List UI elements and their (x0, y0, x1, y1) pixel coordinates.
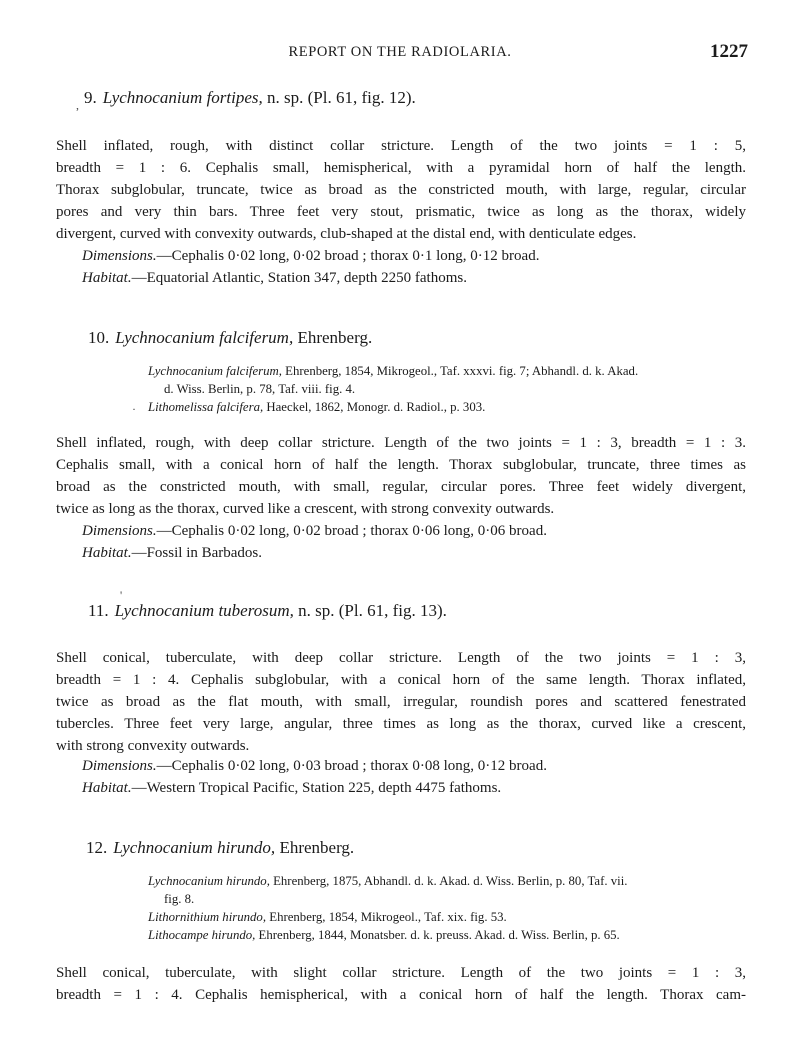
synonymy-list (148, 872, 748, 944)
description-paragraph (56, 432, 746, 520)
text-line: pores and very thin bars. Three feet very stout, prismatic, twice as long as the thorax, widely (56, 204, 746, 220)
synonym-name: Lychnocanium hirundo, (148, 874, 270, 888)
species-heading (86, 838, 354, 858)
stray-mark: ' (120, 588, 123, 602)
habitat-label: Habitat. (82, 270, 132, 286)
dimensions-value: —Cephalis 0·02 long, 0·03 broad ; thorax 0·08 long, 0·12 broad. (156, 758, 547, 774)
text-line: Shell inflated, rough, with deep collar stricture. Length of the two joints = 1 : 3, breadth = 1 : 3. (56, 435, 746, 451)
species-heading (88, 601, 447, 621)
synonym-reference: Ehrenberg, 1854, Mikrogeol., Taf. xxxvi. fig. 7; Abhandl. d. k. Akad. (281, 364, 639, 378)
text-line: Cephalis small, with a conical horn of half the length. Thorax subglobular, truncate, three times as (56, 457, 746, 473)
synonym-entry (148, 398, 748, 416)
text-line: twice as broad as the flat mouth, with small, irregular, roundish pores and scattered fenestrated (56, 694, 746, 710)
text-line: tubercles. Three feet very large, angular, three times as long as the thorax, curved like a crescent, (56, 716, 746, 732)
synonym-entry (148, 926, 748, 944)
dimensions-line (82, 755, 742, 777)
text-line: twice as long as the thorax, curved like a crescent, with strong convexity outwards. (56, 501, 555, 517)
dimensions-line (82, 245, 742, 267)
stray-mark: , (76, 98, 79, 112)
species-name: Lychnocanium hirundo, (113, 838, 276, 857)
synonym-reference: Haeckel, 1862, Monogr. d. Radiol., p. 303. (263, 400, 486, 414)
description-paragraph (56, 135, 746, 245)
text-line: Shell conical, tuberculate, with deep collar stricture. Length of the two joints = 1 : 3, (56, 650, 746, 666)
species-heading (84, 88, 416, 108)
dimensions-label: Dimensions. (82, 758, 157, 774)
synonym-name: Lithornithium hirundo, (148, 910, 267, 924)
synonym-continuation: d. Wiss. Berlin, p. 78, Taf. viii. fig. 4. (164, 382, 356, 396)
species-authority: n. sp. (Pl. 61, fig. 13). (293, 601, 447, 620)
species-authority: Ehrenberg. (293, 328, 373, 347)
habitat-value: —Equatorial Atlantic, Station 347, depth 2250 fathoms. (131, 270, 467, 286)
synonym-name: Lithomelissa falcifera, (148, 400, 264, 414)
text-line: Shell inflated, rough, with distinct collar stricture. Length of the two joints = 1 : 5, (56, 138, 746, 154)
text-line: broad as the constricted mouth, with small, regular, circular pores. Three feet widely divergent, (56, 479, 746, 495)
page-number: 1227 (710, 41, 748, 62)
text-line: Thorax subglobular, truncate, twice as broad as the constricted mouth, with large, regular, circular (56, 182, 746, 198)
text-line: divergent, curved with convexity outwards, club-shaped at the distal end, with denticulate edges. (56, 226, 637, 242)
habitat-line (82, 267, 742, 289)
species-number: 12. (86, 838, 108, 857)
synonym-continuation: fig. 8. (164, 892, 195, 906)
text-line: breadth = 1 : 4. Cephalis subglobular, with a conical horn of the same length. Thorax inflated, (56, 672, 746, 688)
species-authority: n. sp. (Pl. 61, fig. 12). (262, 88, 416, 107)
species-name: Lychnocanium falciferum, (115, 328, 294, 347)
synonymy-list (148, 362, 748, 416)
species-number: 10. (88, 328, 110, 347)
running-title: REPORT ON THE RADIOLARIA. (288, 44, 512, 60)
habitat-label: Habitat. (82, 545, 132, 561)
species-number: 9. (84, 88, 97, 107)
dimensions-label: Dimensions. (82, 523, 157, 539)
stray-mark: · (132, 402, 136, 416)
habitat-value: —Western Tropical Pacific, Station 225, depth 4475 fathoms. (131, 780, 502, 796)
dimensions-value: —Cephalis 0·02 long, 0·02 broad ; thorax 0·06 long, 0·06 broad. (156, 523, 547, 539)
synonym-reference: Ehrenberg, 1854, Mikrogeol., Taf. xix. fig. 53. (266, 910, 507, 924)
habitat-line (82, 542, 742, 564)
species-authority: Ehrenberg. (275, 838, 355, 857)
species-name: Lychnocanium fortipes, (102, 88, 263, 107)
synonym-name: Lithocampe hirundo, (148, 928, 256, 942)
synonym-entry (148, 908, 748, 926)
dimensions-line (82, 520, 742, 542)
synonym-reference: Ehrenberg, 1844, Monatsber. d. k. preuss. Akad. d. Wiss. Berlin, p. 65. (255, 928, 620, 942)
text-line: Shell conical, tuberculate, with slight collar stricture. Length of the two joints = 1 : 3, (56, 965, 746, 981)
synonym-entry (148, 872, 748, 890)
dimensions-label: Dimensions. (82, 248, 157, 264)
description-paragraph (56, 962, 746, 1006)
running-head (0, 41, 800, 66)
text-line: breadth = 1 : 4. Cephalis hemispherical, with a conical horn of half the length. Thorax cam- (56, 987, 746, 1003)
species-heading (88, 328, 372, 348)
species-number: 11. (88, 601, 109, 620)
habitat-value: —Fossil in Barbados. (131, 545, 263, 561)
dimensions-value: —Cephalis 0·02 long, 0·02 broad ; thorax 0·1 long, 0·12 broad. (156, 248, 540, 264)
description-paragraph (56, 647, 746, 757)
text-line: breadth = 1 : 6. Cephalis small, hemispherical, with a pyramidal horn of half the length. (56, 160, 746, 176)
synonym-name: Lychnocanium falciferum, (148, 364, 282, 378)
synonym-entry (148, 362, 748, 380)
synonym-reference: Ehrenberg, 1875, Abhandl. d. k. Akad. d. Wiss. Berlin, p. 80, Taf. vii. (269, 874, 628, 888)
text-line: with strong convexity outwards. (56, 738, 250, 754)
habitat-label: Habitat. (82, 780, 132, 796)
habitat-line (82, 777, 742, 799)
species-name: Lychnocanium tuberosum, (114, 601, 294, 620)
